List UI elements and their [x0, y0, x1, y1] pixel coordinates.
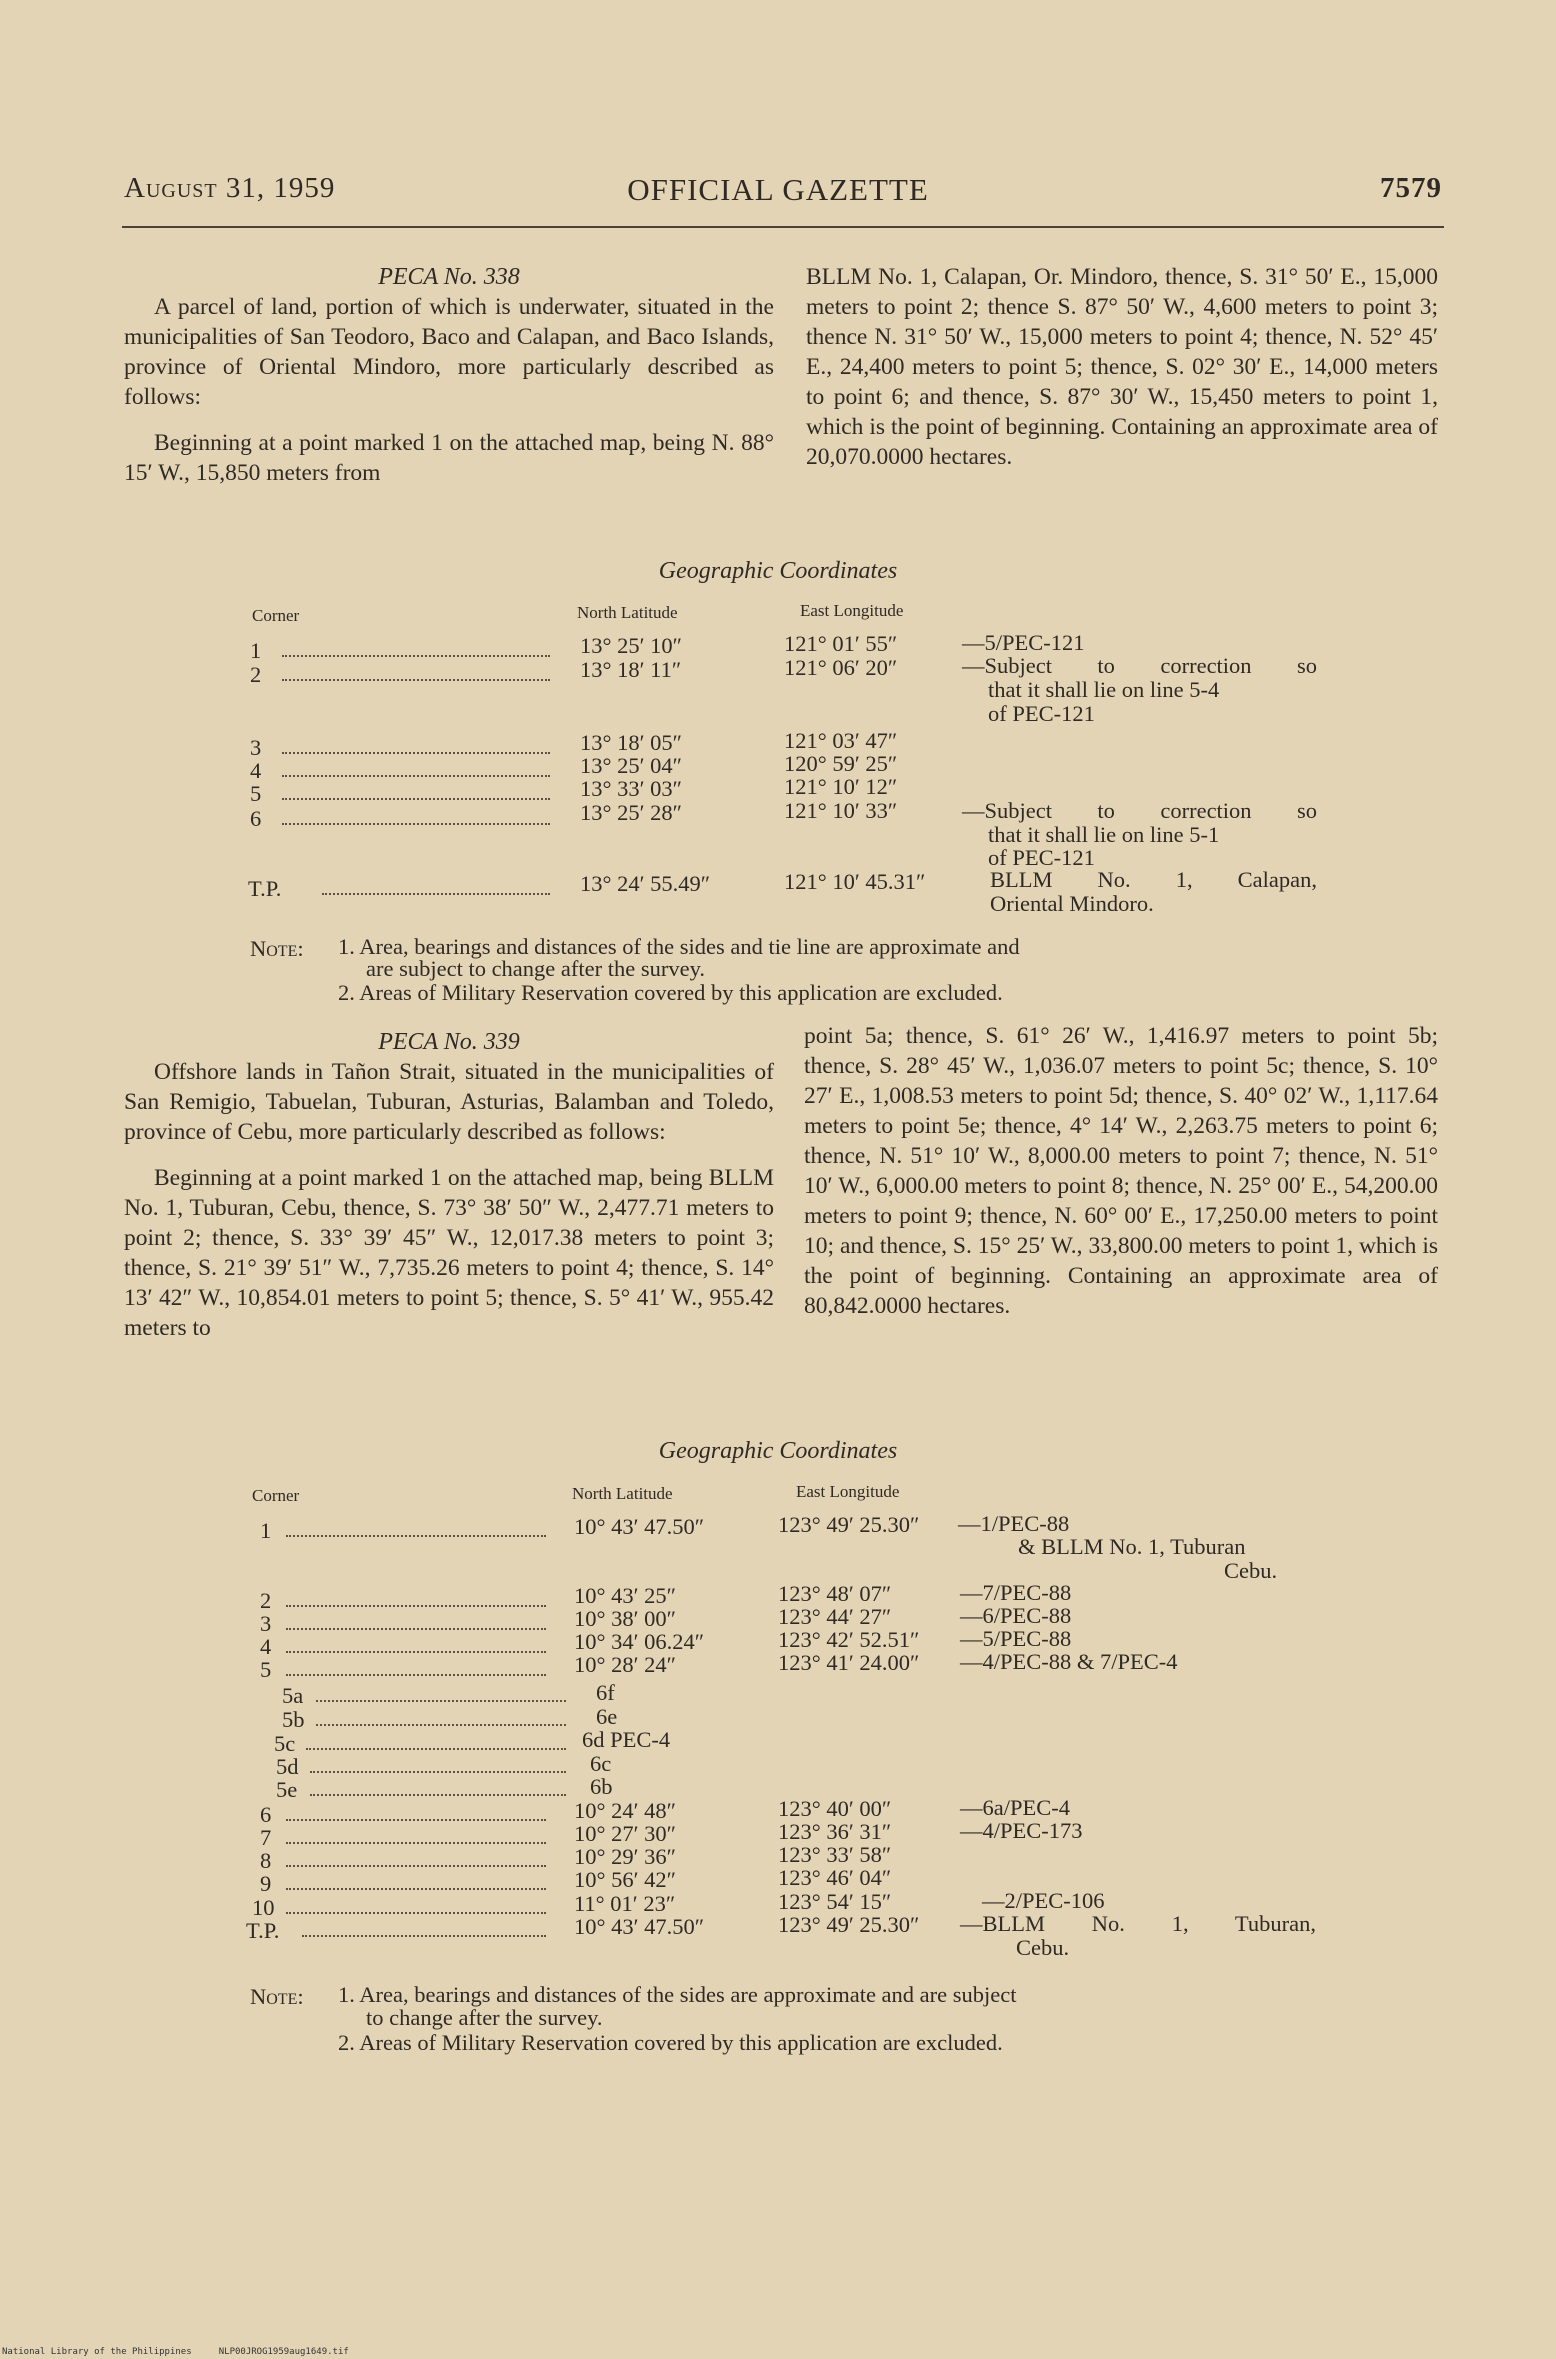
leader-dots	[286, 1865, 546, 1867]
leader-dots	[316, 1700, 566, 1702]
leader-dots	[286, 1912, 546, 1914]
lat-cell: 10° 27′ 30″	[574, 1821, 677, 1846]
remark-cell-line-2: that it shall lie on line 5-4	[988, 677, 1220, 702]
corner-cell: 10	[252, 1895, 275, 1920]
peca339-col-lon: East Longitude	[796, 1482, 900, 1501]
lon-cell: 121° 10′ 45.31″	[784, 869, 926, 894]
remark-cell-line-3: of PEC-121	[988, 845, 1095, 870]
corner-cell: 1	[260, 1518, 272, 1543]
corner-cell: 4	[250, 758, 262, 783]
peca338-col-corner: Corner	[252, 606, 300, 625]
peca338-col-lat: North Latitude	[577, 603, 678, 622]
lat-cell: 13° 25′ 10″	[580, 633, 683, 658]
peca339-note-label: Note:	[250, 1984, 304, 2009]
remark-cell: —5/PEC-88	[960, 1626, 1072, 1651]
peca339-paragraph-2a: Beginning at a point marked 1 on the attached map, being BLLM No. 1, Tuburan, Cebu, thence, S. 73° 38′ 50″ W., 2,477.71 meters to point 2; thence, S. 33° 39′ 45″ W., 12,017.38 meters to point 3; thence, S. 21° 39′ 51″ W., 7,735.26 meters to point 4; thence, S. 14° 13′ 42″ W., 10,854.01 meters to point 5; thence, S. 5° 41′ W., 955.42 meters to	[124, 1165, 774, 1341]
corner-cell: 3	[250, 735, 262, 760]
leader-dots	[286, 1819, 546, 1821]
lon-cell: 123° 42′ 52.51″	[778, 1627, 920, 1652]
leader-dots	[282, 679, 550, 681]
lat-cell: 10° 43′ 25″	[574, 1583, 677, 1608]
lat-cell: 10° 29′ 36″	[574, 1844, 677, 1869]
leader-dots	[316, 1724, 566, 1726]
corner-cell: 2	[260, 1588, 272, 1613]
lat-cell: 6e	[596, 1704, 618, 1729]
peca338-paragraph-2b: BLLM No. 1, Calapan, Or. Mindoro, thence, S. 31° 50′ E., 15,000 meters to point 2; thence S. 87° 50′ W., 4,600 meters to point 3; thence N. 31° 50′ W., 15,000 meters to point 4; thence, N. 52° 45′ E., 24,400 meters to point 5; thence, S. 02° 30′ E., 14,000 meters to point 6; and thence, S. 87° 30′ W., 15,450 meters to point 1, which is the point of beginning. Containing an approximate area of 20,070.0000 hectares.	[806, 264, 1438, 470]
corner-cell: 5d	[276, 1754, 299, 1779]
lat-cell: 10° 43′ 47.50″	[574, 1914, 705, 1939]
remark-cell: BLLM No. 1, Calapan,	[990, 867, 1317, 892]
leader-dots	[286, 1888, 546, 1890]
leader-dots	[282, 823, 550, 825]
leader-dots	[286, 1605, 546, 1607]
corner-cell: 6	[260, 1802, 272, 1827]
corner-cell: 5a	[282, 1683, 304, 1708]
remark-cell-line-3: of PEC-121	[988, 701, 1095, 726]
leader-dots	[282, 752, 550, 754]
remark-cell-line-3: Cebu.	[1224, 1558, 1278, 1583]
leader-dots	[322, 893, 550, 895]
peca339-col-lat: North Latitude	[572, 1484, 673, 1503]
lat-cell: 6b	[590, 1774, 613, 1799]
corner-cell: 5e	[276, 1777, 298, 1802]
lat-cell: 13° 18′ 05″	[580, 730, 683, 755]
peca339-title: PECA No. 339	[378, 1029, 520, 1055]
lat-cell: 13° 33′ 03″	[580, 776, 683, 801]
corner-cell: 3	[260, 1611, 272, 1636]
lat-cell: 6f	[596, 1680, 615, 1705]
corner-cell: 5b	[282, 1707, 305, 1732]
corner-cell: 8	[260, 1848, 272, 1873]
peca339-right-column	[804, 1021, 1438, 1321]
lat-cell: 6c	[590, 1751, 612, 1776]
leader-dots	[286, 1674, 546, 1676]
peca338-coord-title: Geographic Coordinates	[658, 558, 898, 584]
remark-cell: —1/PEC-88	[958, 1511, 1070, 1536]
lon-cell: 120° 59′ 25″	[784, 751, 898, 776]
lat-cell: 10° 24′ 48″	[574, 1798, 677, 1823]
leader-dots	[310, 1771, 566, 1773]
peca339-paragraph-1: Offshore lands in Tañon Strait, situated in the municipalities of San Remigio, Tabuelan, Tuburan, Asturias, Balamban and Toledo, province of Cebu, more particularly described as follows:	[124, 1059, 774, 1145]
lon-cell: 123° 40′ 00″	[778, 1796, 892, 1821]
corner-cell: 4	[260, 1634, 272, 1659]
lon-cell: 121° 10′ 33″	[784, 798, 898, 823]
leader-dots	[310, 1794, 566, 1796]
peca338-note-2: 2. Areas of Military Reservation covered by this application are excluded.	[338, 980, 1003, 1005]
peca338-paragraph-1: A parcel of land, portion of which is underwater, situated in the municipalities of San Teodoro, Baco and Calapan, and Baco Islands, province of Oriental Mindoro, more particularly described as follows:	[124, 294, 774, 410]
leader-dots	[286, 1535, 546, 1537]
corner-cell: T.P.	[246, 1918, 280, 1943]
lat-cell: 10° 56′ 42″	[574, 1867, 677, 1892]
lat-cell: 13° 18′ 11″	[580, 657, 682, 682]
remark-cell: —4/PEC-173	[960, 1818, 1083, 1843]
leader-dots	[282, 775, 550, 777]
peca339-note-2: 2. Areas of Military Reservation covered by this application are excluded.	[338, 2030, 1003, 2055]
lon-cell: 123° 46′ 04″	[778, 1865, 892, 1890]
lat-cell: 11° 01′ 23″	[574, 1891, 676, 1916]
lon-cell: 123° 49′ 25.30″	[778, 1912, 920, 1937]
lat-cell: 10° 34′ 06.24″	[574, 1629, 705, 1654]
lon-cell: 123° 44′ 27″	[778, 1604, 892, 1629]
lon-cell: 121° 06′ 20″	[784, 655, 898, 680]
peca338-right-column	[806, 262, 1438, 472]
remark-cell-line-2: that it shall lie on line 5-1	[988, 822, 1220, 847]
corner-cell: 6	[250, 806, 262, 831]
lon-cell: 123° 41′ 24.00″	[778, 1650, 920, 1675]
lat-cell: 10° 43′ 47.50″	[574, 1514, 705, 1539]
peca339-col-corner: Corner	[252, 1486, 300, 1505]
leader-dots	[286, 1628, 546, 1630]
corner-cell: 5c	[274, 1731, 296, 1756]
peca339-note-1: 1. Area, bearings and distances of the sides are approximate and are subject	[338, 1982, 1017, 2007]
peca338-col-lon: East Longitude	[800, 601, 904, 620]
lat-cell: 10° 38′ 00″	[574, 1606, 677, 1631]
corner-cell: 5	[260, 1657, 272, 1682]
lon-cell: 123° 33′ 58″	[778, 1842, 892, 1867]
lat-cell: 13° 24′ 55.49″	[580, 871, 711, 896]
archive-footer: National Library of the Philippines NLP00JROG1959aug1649.tif	[2, 2347, 349, 2357]
remark-cell: —Subject to correction so	[962, 798, 1317, 823]
remark-cell: —6/PEC-88	[960, 1603, 1072, 1628]
peca338-title: PECA No. 338	[378, 264, 520, 290]
remark-cell: —5/PEC-121	[962, 630, 1085, 655]
lon-cell: 123° 48′ 07″	[778, 1581, 892, 1606]
header-title: OFFICIAL GAZETTE	[627, 172, 929, 207]
header-page-number: 7579	[1380, 172, 1442, 204]
lon-cell: 121° 03′ 47″	[784, 728, 898, 753]
remark-cell-line-2: & BLLM No. 1, Tuburan	[1018, 1534, 1246, 1559]
leader-dots	[302, 1935, 546, 1937]
lat-cell: 13° 25′ 04″	[580, 753, 683, 778]
corner-cell: 9	[260, 1871, 272, 1896]
remark-cell-line-2: Cebu.	[1016, 1935, 1070, 1960]
lat-cell: 10° 28′ 24″	[574, 1652, 677, 1677]
leader-dots	[282, 655, 550, 657]
leader-dots	[286, 1842, 546, 1844]
corner-cell: T.P.	[248, 876, 282, 901]
lon-cell: 123° 54′ 15″	[778, 1889, 892, 1914]
corner-cell: 5	[250, 781, 262, 806]
lat-cell: 13° 25′ 28″	[580, 800, 683, 825]
remark-cell: —Subject to correction so	[962, 653, 1317, 678]
corner-cell: 2	[250, 662, 262, 687]
peca339-coord-title: Geographic Coordinates	[658, 1438, 898, 1464]
remark-cell: —7/PEC-88	[960, 1580, 1072, 1605]
peca339-paragraph-2b: point 5a; thence, S. 61° 26′ W., 1,416.97 meters to point 5b; thence, S. 28° 45′ W., 1,036.07 meters to point 5c; thence, S. 10° 27′ E., 1,008.53 meters to point 5d; thence, S. 40° 02′ W., 1,117.64 meters to point 5e; thence, 4° 14′ W., 2,263.75 meters to point 6; thence, N. 51° 10′ W., 8,000.00 meters to point 7; thence, N. 51° 10′ W., 6,000.00 meters to point 8; thence, N. 25° 00′ E., 54,200.00 meters to point 9; thence, N. 60° 00′ E., 17,250.00 meters to point 10; and thence, S. 15° 25′ W., 33,800.00 meters to point 1, which is the point of beginning. Containing an approximate area of 80,842.0000 hectares.	[804, 1023, 1438, 1319]
peca338-left-column	[124, 262, 774, 488]
peca339-note-1b: to change after the survey.	[366, 2005, 603, 2030]
leader-dots	[286, 1651, 546, 1653]
header-date: August 31, 1959	[124, 172, 336, 204]
lon-cell: 121° 01′ 55″	[784, 631, 898, 656]
remark-cell: —6a/PEC-4	[960, 1795, 1070, 1820]
leader-dots	[306, 1748, 566, 1750]
remark-cell: —4/PEC-88 & 7/PEC-4	[960, 1649, 1178, 1674]
peca339-left-column	[124, 1027, 774, 1343]
lon-cell: 121° 10′ 12″	[784, 774, 898, 799]
peca338-paragraph-2a: Beginning at a point marked 1 on the attached map, being N. 88° 15′ W., 15,850 meters from	[124, 430, 774, 486]
leader-dots	[282, 798, 550, 800]
lon-cell: 123° 36′ 31″	[778, 1819, 892, 1844]
peca338-note-1b: are subject to change after the survey.	[366, 956, 706, 981]
header-rule	[122, 226, 1444, 228]
remark-cell-line-2: Oriental Mindoro.	[990, 891, 1154, 916]
lat-cell: 6d PEC-4	[582, 1727, 671, 1752]
peca338-note-label: Note:	[250, 936, 304, 961]
remark-cell: —BLLM No. 1, Tuburan,	[960, 1911, 1316, 1936]
remark-cell: —2/PEC-106	[982, 1888, 1105, 1913]
corner-cell: 7	[260, 1825, 272, 1850]
corner-cell: 1	[250, 638, 262, 663]
peca338-note-1: 1. Area, bearings and distances of the sides and tie line are approximate and	[338, 934, 1020, 959]
lon-cell: 123° 49′ 25.30″	[778, 1512, 920, 1537]
